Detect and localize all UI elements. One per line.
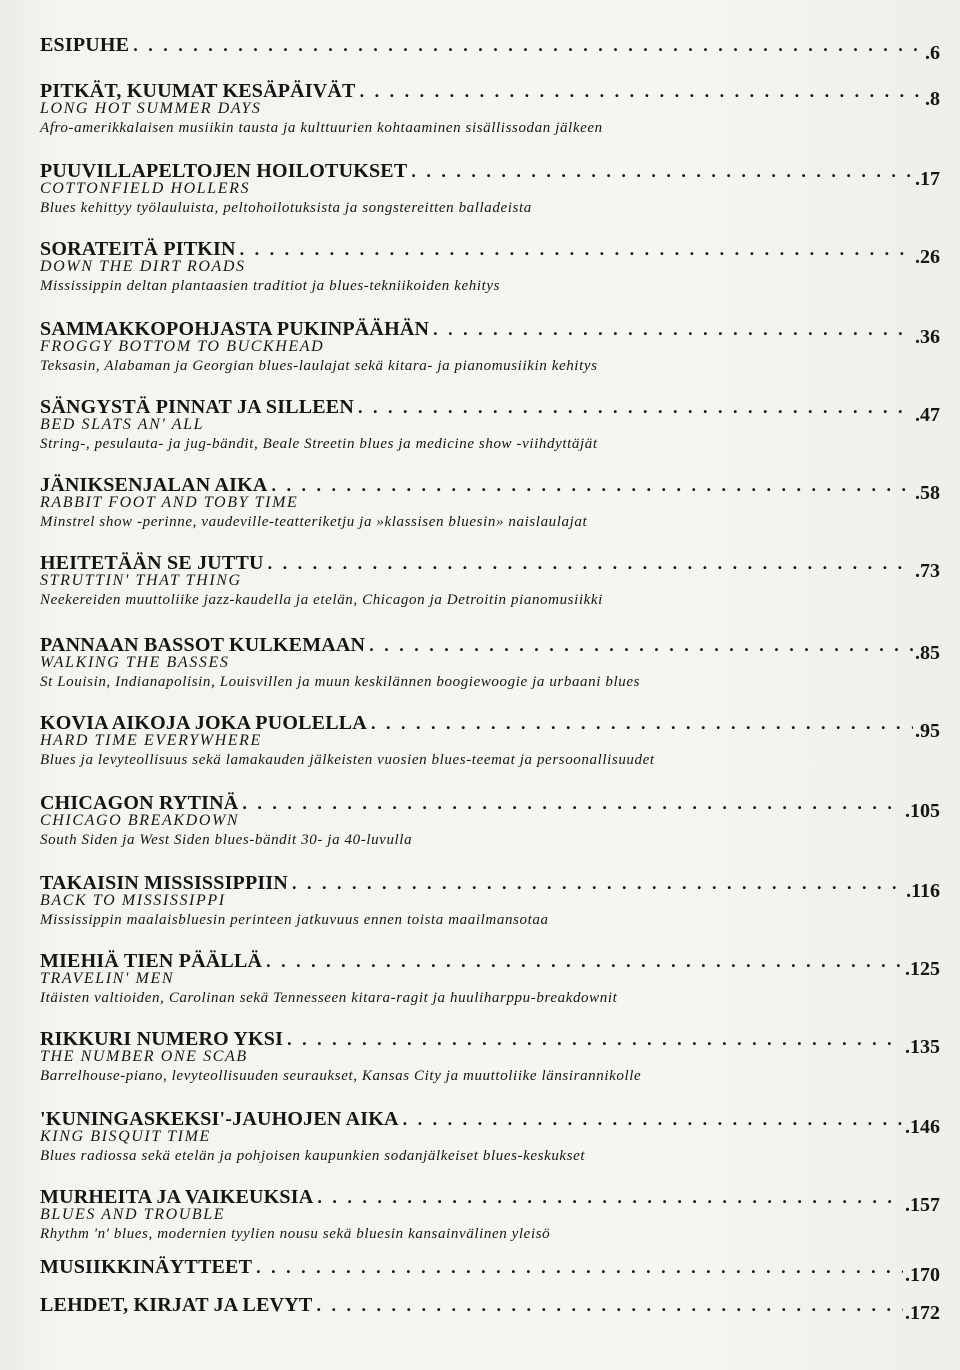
chapter-title: SORATEITÄ PITKIN xyxy=(40,238,236,260)
toc-entry xyxy=(40,872,940,930)
chapter-description: Blues radiossa sekä etelän ja pohjoisen kaupunkien sodanjälkeiset blues-keskukset xyxy=(40,1148,586,1164)
dot-leader xyxy=(242,792,903,814)
chapter-description: Blues kehittyy työlauluista, peltohoilotuksista ja songstereitten balladeista xyxy=(40,200,532,216)
page-number: .17 xyxy=(915,168,940,190)
page-number: .73 xyxy=(915,560,940,582)
toc-entry xyxy=(40,712,940,770)
chapter-english-title: TRAVELIN' MEN xyxy=(40,970,175,987)
chapter-title: MIEHIÄ TIEN PÄÄLLÄ xyxy=(40,950,263,972)
chapter-english-title: LONG HOT SUMMER DAYS xyxy=(40,100,262,117)
dot-leader xyxy=(292,872,904,894)
toc-heading-row xyxy=(40,34,940,64)
dot-leader xyxy=(256,1256,903,1278)
chapter-title: 'KUNINGASKEKSI'-JAUHOJEN AIKA xyxy=(40,1108,399,1130)
chapter-description: Itäisten valtioiden, Carolinan sekä Tennesseen kitara-ragit ja huuliharppu-breakdownit xyxy=(40,990,618,1006)
chapter-english-title: BACK TO MISSISSIPPI xyxy=(40,892,226,909)
page-number: .105 xyxy=(905,800,940,822)
chapter-english-title: RABBIT FOOT AND TOBY TIME xyxy=(40,494,299,511)
toc-entry xyxy=(40,634,940,692)
toc-entry xyxy=(40,1294,940,1324)
dot-leader xyxy=(133,34,923,56)
page-number: .58 xyxy=(915,482,940,504)
chapter-description: Teksasin, Alabaman ja Georgian blues-laulajat sekä kitara- ja pianomusiikin kehitys xyxy=(40,358,598,374)
chapter-description: String-, pesulauta- ja jug-bändit, Beale Streetin blues ja medicine show -viihdyttäjät xyxy=(40,436,598,452)
chapter-title: JÄNIKSENJALAN AIKA xyxy=(40,474,268,496)
dot-leader xyxy=(317,1186,903,1208)
page-number: .125 xyxy=(905,958,940,980)
dot-leader xyxy=(371,712,913,734)
toc-entry xyxy=(40,950,940,1008)
toc-entry xyxy=(40,1256,940,1286)
chapter-title: PUUVILLAPELTOJEN HOILOTUKSET xyxy=(40,160,408,182)
page-number: .6 xyxy=(925,42,940,64)
chapter-english-title: WALKING THE BASSES xyxy=(40,654,230,671)
toc-entry xyxy=(40,1028,940,1086)
chapter-title: SÄNGYSTÄ PINNAT JA SILLEEN xyxy=(40,396,354,418)
page-number: .135 xyxy=(905,1036,940,1058)
page-number: .157 xyxy=(905,1194,940,1216)
dot-leader xyxy=(316,1294,903,1316)
chapter-description: Mississippin deltan plantaasien traditiot ja blues-tekniikoiden kehitys xyxy=(40,278,501,294)
chapter-description: South Siden ja West Siden blues-bändit 30- ja 40-luvulla xyxy=(40,832,413,848)
chapter-description: Afro-amerikkalaisen musiikin tausta ja kulttuurien kohtaaminen sisällissodan jälkeen xyxy=(40,120,603,136)
page-number: .8 xyxy=(925,88,940,110)
toc-entry xyxy=(40,552,940,610)
page-number: .26 xyxy=(915,246,940,268)
chapter-title: RIKKURI NUMERO YKSI xyxy=(40,1028,284,1050)
toc-heading-row xyxy=(40,1294,940,1324)
toc-entry xyxy=(40,238,940,296)
chapter-title: PITKÄT, KUUMAT KESÄPÄIVÄT xyxy=(40,80,356,102)
chapter-english-title: BLUES AND TROUBLE xyxy=(40,1206,226,1223)
chapter-title: LEHDET, KIRJAT JA LEVYT xyxy=(40,1294,313,1316)
toc-entry xyxy=(40,318,940,376)
chapter-english-title: KING BISQUIT TIME xyxy=(40,1128,211,1145)
toc-entry xyxy=(40,396,940,454)
chapter-title: PANNAAN BASSOT KULKEMAAN xyxy=(40,634,366,656)
dot-leader xyxy=(369,634,913,656)
chapter-english-title: CHICAGO BREAKDOWN xyxy=(40,812,240,829)
dot-leader xyxy=(411,160,913,182)
chapter-english-title: BED SLATS AN' ALL xyxy=(40,416,205,433)
chapter-title: TAKAISIN MISSISSIPPIIN xyxy=(40,872,288,894)
dot-leader xyxy=(433,318,913,340)
dot-leader xyxy=(240,238,913,260)
chapter-title: ESIPUHE xyxy=(40,34,130,56)
dot-leader xyxy=(266,950,903,972)
page-number: .172 xyxy=(905,1302,940,1324)
toc-entry xyxy=(40,34,940,64)
chapter-description: St Louisin, Indianapolisin, Louisvillen ja muun keskilännen boogiewoogie ja urbaani blues xyxy=(40,674,641,690)
dot-leader xyxy=(360,80,923,102)
chapter-description: Rhythm 'n' blues, modernien tyylien nousu sekä bluesin kansainvälinen yleisö xyxy=(40,1226,551,1242)
toc-entry xyxy=(40,160,940,218)
chapter-title: MURHEITA JA VAIKEUKSIA xyxy=(40,1186,314,1208)
chapter-english-title: DOWN THE DIRT ROADS xyxy=(40,258,246,275)
chapter-english-title: HARD TIME EVERYWHERE xyxy=(40,732,262,749)
page-number: .146 xyxy=(905,1116,940,1138)
toc-heading-row xyxy=(40,1256,940,1286)
toc-entry xyxy=(40,1108,940,1166)
chapter-description: Mississippin maalaisbluesin perinteen jatkuvuus ennen toista maailmansotaa xyxy=(40,912,549,928)
dot-leader xyxy=(268,552,913,574)
page-number: .47 xyxy=(915,404,940,426)
chapter-title: MUSIIKKINÄYTTEET xyxy=(40,1256,253,1278)
chapter-description: Blues ja levyteollisuus sekä lamakauden jälkeisten vuosien blues-teemat ja persoonallisuudet xyxy=(40,752,655,768)
chapter-description: Neekereiden muuttoliike jazz-kaudella ja etelän, Chicagon ja Detroitin pianomusiikki xyxy=(40,592,603,608)
dot-leader xyxy=(358,396,913,418)
dot-leader xyxy=(272,474,913,496)
chapter-title: HEITETÄÄN SE JUTTU xyxy=(40,552,264,574)
dot-leader xyxy=(403,1108,903,1130)
chapter-english-title: STRUTTIN' THAT THING xyxy=(40,572,242,589)
chapter-description: Minstrel show -perinne, vaudeville-teatteriketju ja »klassisen bluesin» naislaulajat xyxy=(40,514,588,530)
toc-entry xyxy=(40,80,940,138)
chapter-english-title: COTTONFIELD HOLLERS xyxy=(40,180,251,197)
toc-entry xyxy=(40,474,940,532)
chapter-title: KOVIA AIKOJA JOKA PUOLELLA xyxy=(40,712,367,734)
toc-entry xyxy=(40,792,940,850)
chapter-english-title: THE NUMBER ONE SCAB xyxy=(40,1048,248,1065)
chapter-description: Barrelhouse-piano, levyteollisuuden seuraukset, Kansas City ja muuttoliike länsirannikolle xyxy=(40,1068,642,1084)
page-number: .116 xyxy=(906,880,940,902)
page-number: .95 xyxy=(915,720,940,742)
chapter-title: CHICAGON RYTINÄ xyxy=(40,792,239,814)
page-number: .85 xyxy=(915,642,940,664)
page-number: .36 xyxy=(915,326,940,348)
page-number: .170 xyxy=(905,1264,940,1286)
chapter-title: SAMMAKKOPOHJASTA PUKINPÄÄHÄN xyxy=(40,318,430,340)
toc-entry xyxy=(40,1186,940,1244)
dot-leader xyxy=(287,1028,903,1050)
chapter-english-title: FROGGY BOTTOM TO BUCKHEAD xyxy=(40,338,325,355)
